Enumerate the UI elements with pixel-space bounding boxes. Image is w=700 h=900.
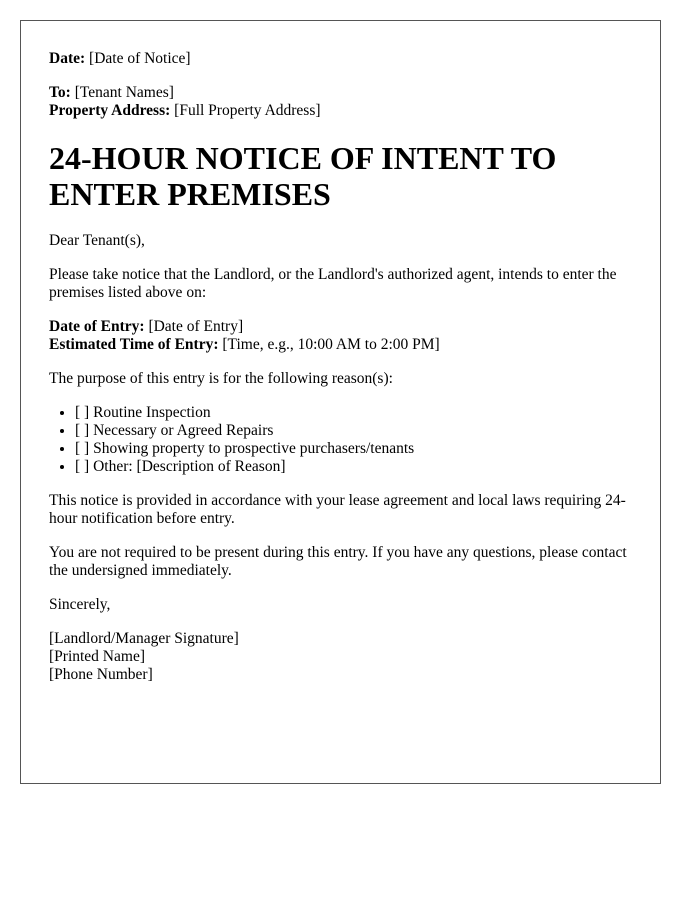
reason-item: • [ ] Necessary or Agreed Repairs (75, 422, 632, 440)
purpose-intro: The purpose of this entry is for the following reason(s): (49, 370, 393, 387)
recipient-block: To: [Tenant Names] Property Address: [Full Property Address] (49, 84, 321, 119)
reason-item: • [ ] Routine Inspection (75, 404, 632, 422)
presence-paragraph: You are not required to be present during this entry. If you have any questions, please contact the undersigned immediately. (49, 544, 627, 579)
printed-name: [Printed Name] (49, 648, 145, 665)
salutation: Dear Tenant(s), (49, 232, 145, 249)
phone-number: [Phone Number] (49, 666, 153, 683)
compliance-paragraph: This notice is provided in accordance with your lease agreement and local laws requiring 24-hour notification before entry. (49, 492, 626, 527)
intro-paragraph: Please take notice that the Landlord, or the Landlord's authorized agent, intends to enter the premises listed above on: (49, 266, 617, 301)
reason-item: • [ ] Other: [Description of Reason] (75, 458, 632, 476)
notice-document (20, 20, 661, 784)
signature-block (49, 630, 632, 684)
reason-item: • [ ] Showing property to prospective purchasers/tenants (75, 440, 632, 458)
reason-list (49, 404, 632, 476)
signature-line: [Landlord/Manager Signature] (49, 630, 239, 647)
notice-title: 24-HOUR NOTICE OF INTENT TO ENTER PREMISES (49, 140, 557, 212)
closing: Sincerely, (49, 596, 111, 613)
date-line: Date: [Date of Notice] (49, 50, 191, 67)
entry-details: Date of Entry: [Date of Entry] Estimated Time of Entry: [Time, e.g., 10:00 AM to 2:00 PM] (49, 318, 440, 353)
